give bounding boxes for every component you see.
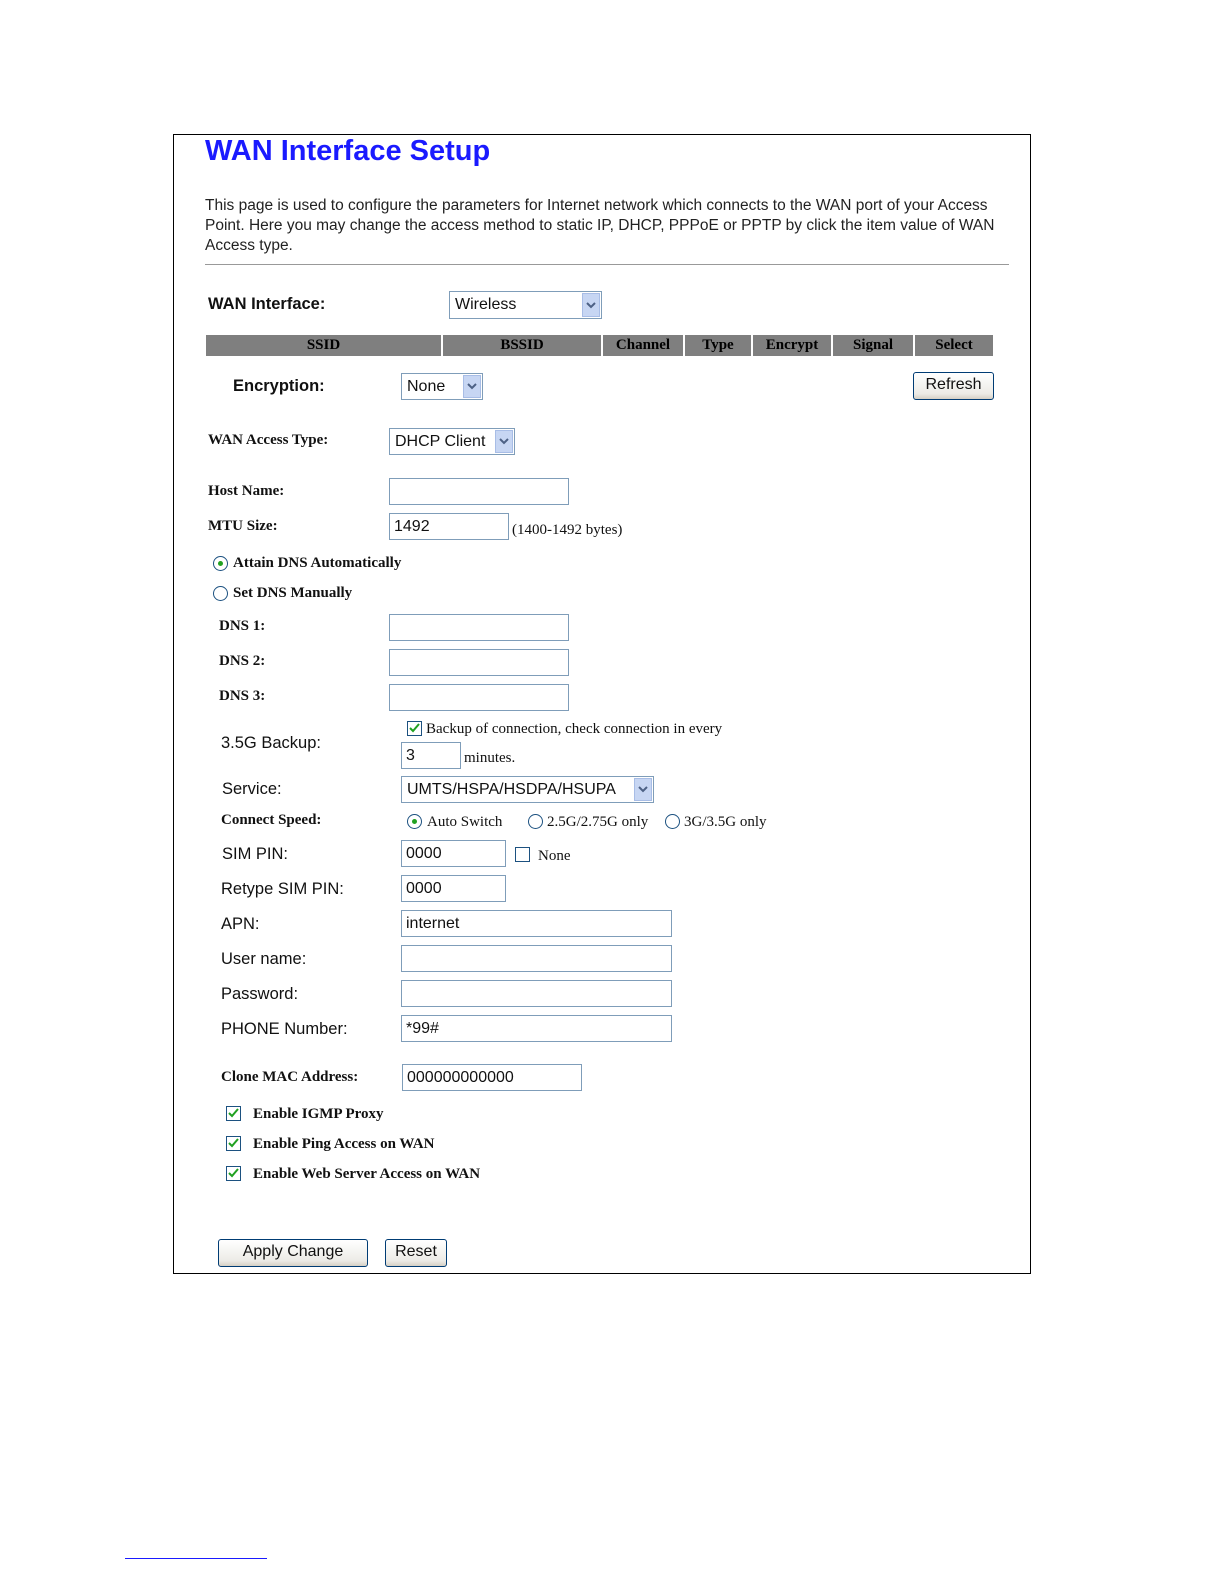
wan-interface-label: WAN Interface:: [208, 295, 326, 313]
dns3-input[interactable]: [389, 684, 569, 711]
column-bssid: BSSID: [443, 335, 601, 356]
speed-3g-label: 3G/3.5G only: [684, 814, 767, 830]
mtu-size-input[interactable]: 1492: [389, 513, 509, 540]
clone-mac-input[interactable]: 000000000000: [402, 1064, 582, 1091]
dns1-label: DNS 1:: [219, 618, 266, 634]
dns-manual-label: Set DNS Manually: [233, 585, 353, 601]
sim-pin-label: SIM PIN:: [222, 845, 289, 863]
service-select[interactable]: [401, 776, 654, 803]
backup-minutes-label: minutes.: [464, 750, 516, 766]
column-ssid: SSID: [206, 335, 441, 356]
checkmark-icon: [228, 1108, 239, 1119]
service-value: UMTS/HSPA/HSDPA/HSUPA: [407, 781, 616, 798]
dns-manual-radio[interactable]: [213, 586, 228, 601]
speed-25g-label: 2.5G/2.75G only: [547, 814, 649, 830]
password-label: Password:: [221, 985, 299, 1003]
host-name-input[interactable]: [389, 478, 569, 505]
checkmark-icon: [228, 1138, 239, 1149]
service-label: Service:: [222, 780, 282, 798]
sim-pin-none-checkbox[interactable]: [515, 847, 530, 862]
chevron-down-icon[interactable]: [634, 778, 652, 801]
wan-access-type-value: DHCP Client: [395, 433, 486, 450]
wan-interface-select[interactable]: [449, 291, 602, 319]
apn-label: APN:: [221, 915, 260, 933]
checkmark-icon: [228, 1168, 239, 1179]
speed-25g-radio[interactable]: [528, 814, 543, 829]
wan-access-type-select[interactable]: [389, 428, 515, 455]
apn-input[interactable]: internet: [401, 910, 672, 937]
site-table-header: [206, 335, 993, 356]
footer-line: [125, 1558, 267, 1559]
retype-sim-pin-input[interactable]: 0000: [401, 875, 506, 902]
wan-interface-value: Wireless: [455, 296, 517, 313]
column-select: Select: [915, 335, 993, 356]
sim-pin-none-label: None: [538, 848, 571, 864]
ping-access-checkbox[interactable]: [226, 1136, 241, 1151]
phone-number-input[interactable]: *99#: [401, 1015, 672, 1042]
dns2-label: DNS 2:: [219, 653, 266, 669]
phone-number-label: PHONE Number:: [221, 1020, 348, 1038]
chevron-down-icon[interactable]: [582, 293, 600, 317]
retype-sim-pin-label: Retype SIM PIN:: [221, 880, 344, 898]
reset-button[interactable]: Reset: [385, 1239, 447, 1267]
backup-minutes-input[interactable]: 3: [401, 742, 461, 769]
igmp-proxy-label: Enable IGMP Proxy: [253, 1106, 384, 1122]
encryption-select[interactable]: [401, 373, 483, 400]
page-description: This page is used to configure the parameters for Internet network which connects to the WAN port of your Access Point. Here you may change the access method to static IP, DHCP, PPPoE or PPTP by click the item value of WAN Access type.: [205, 197, 995, 254]
dns3-label: DNS 3:: [219, 688, 266, 704]
chevron-down-icon[interactable]: [495, 430, 513, 453]
mtu-size-label: MTU Size:: [208, 518, 278, 534]
column-channel: Channel: [603, 335, 683, 356]
refresh-button[interactable]: Refresh: [913, 372, 994, 400]
column-encrypt: Encrypt: [753, 335, 831, 356]
divider: [205, 264, 1009, 265]
ping-access-label: Enable Ping Access on WAN: [253, 1136, 435, 1152]
checkmark-icon: [409, 723, 420, 734]
column-type: Type: [685, 335, 751, 356]
column-signal: Signal: [833, 335, 913, 356]
connect-speed-label: Connect Speed:: [221, 812, 322, 828]
speed-auto-radio[interactable]: [407, 814, 422, 829]
user-name-input[interactable]: [401, 945, 672, 972]
page-title: WAN Interface Setup: [205, 135, 491, 167]
igmp-proxy-checkbox[interactable]: [226, 1106, 241, 1121]
backup-check-label: Backup of connection, check connection in every: [426, 721, 723, 737]
user-name-label: User name:: [221, 950, 307, 968]
host-name-label: Host Name:: [208, 483, 285, 499]
web-access-label: Enable Web Server Access on WAN: [253, 1166, 481, 1182]
sim-pin-input[interactable]: 0000: [401, 840, 506, 867]
dns1-input[interactable]: [389, 614, 569, 641]
dns-auto-label: Attain DNS Automatically: [233, 555, 402, 571]
dns2-input[interactable]: [389, 649, 569, 676]
encryption-value: None: [407, 378, 446, 395]
chevron-down-icon[interactable]: [463, 375, 481, 398]
mtu-hint: (1400-1492 bytes): [512, 522, 623, 538]
backup-label: 3.5G Backup:: [221, 734, 321, 752]
apply-change-button[interactable]: Apply Change: [218, 1239, 368, 1267]
web-access-checkbox[interactable]: [226, 1166, 241, 1181]
password-input[interactable]: [401, 980, 672, 1007]
speed-3g-radio[interactable]: [665, 814, 680, 829]
dns-auto-radio[interactable]: [213, 556, 228, 571]
speed-auto-label: Auto Switch: [427, 814, 503, 830]
encryption-label: Encryption:: [233, 377, 325, 395]
backup-checkbox[interactable]: [407, 721, 422, 736]
clone-mac-label: Clone MAC Address:: [221, 1069, 359, 1085]
wan-access-type-label: WAN Access Type:: [208, 432, 329, 448]
